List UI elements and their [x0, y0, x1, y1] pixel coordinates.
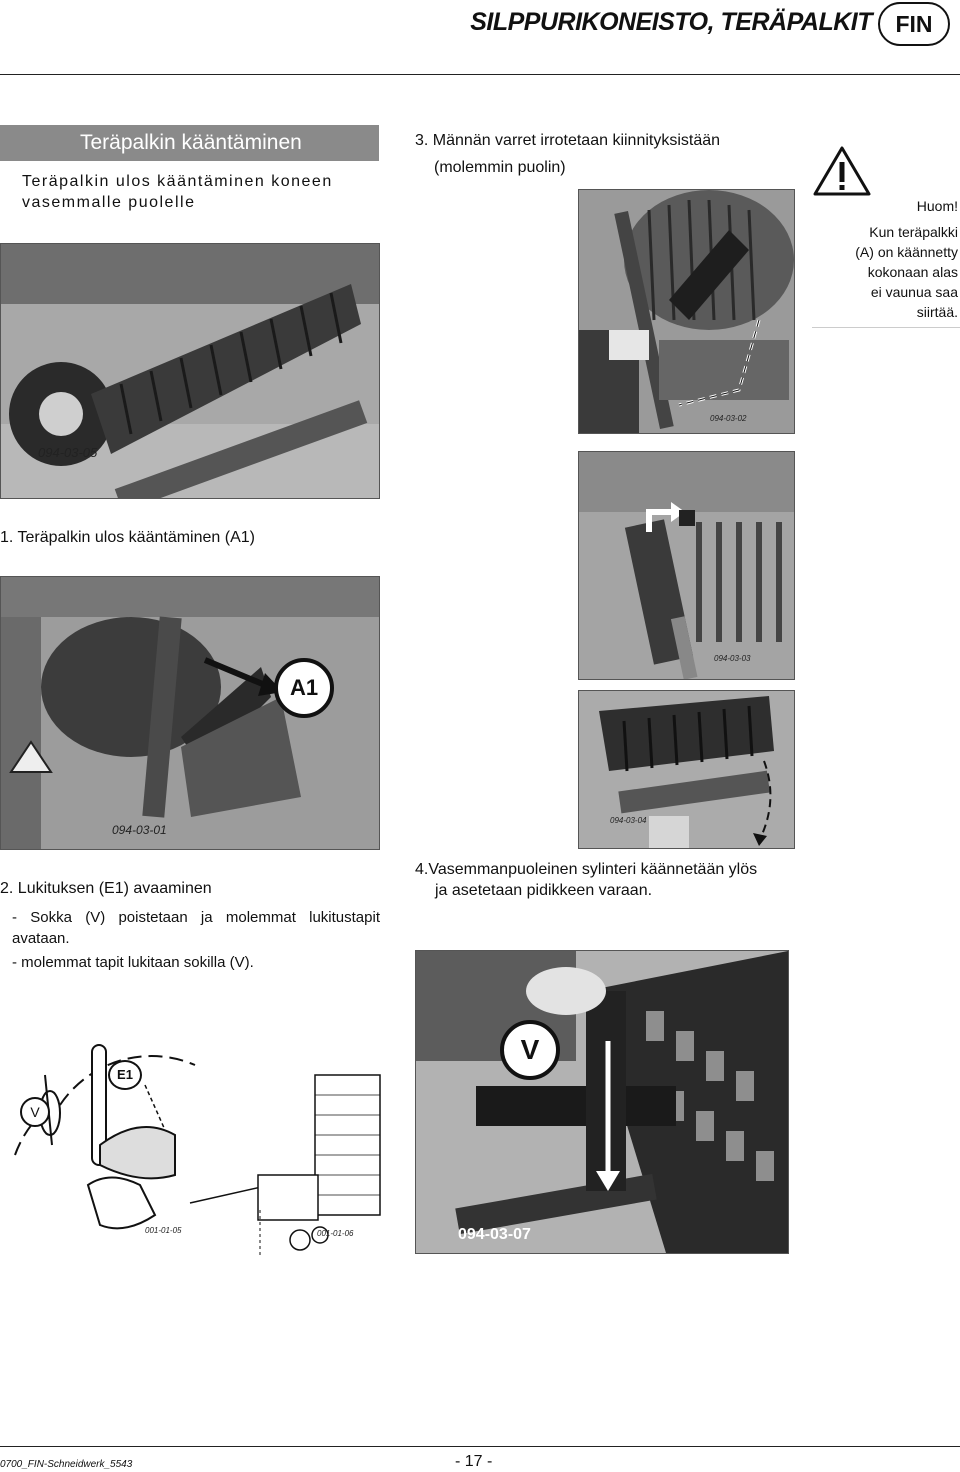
photo-code: 094-03-04 [610, 816, 647, 825]
label-e1-circle: E1 [108, 1060, 142, 1090]
warning-line: siirtää. [916, 304, 958, 320]
photo-code: 094-03-02 [710, 414, 747, 423]
label-v-circle-photo: V [500, 1020, 560, 1080]
document-id: 0700_FIN-Schneidwerk_5543 [0, 1459, 133, 1470]
section-subheading: Teräpalkin ulos kääntäminen koneen vasemmalle puolelle [22, 173, 333, 211]
photo-code: 094-03-03 [714, 654, 751, 663]
warning-line: (A) on käännetty [855, 244, 958, 260]
section-banner: Teräpalkin kääntäminen [0, 125, 379, 161]
warning-line: kokonaan alas [867, 264, 958, 280]
photo-blade-bar-left [0, 243, 380, 499]
photo-cylinder-on-holder [415, 950, 789, 1254]
photo-piston-rod-detach [578, 189, 795, 434]
step2-bullet: - Sokka (V) poistetaan ja molemmat lukitustapit avataan. [12, 909, 380, 947]
label-v-circle: V [20, 1097, 50, 1127]
step4-caption: 4.Vasemmanpuoleinen sylinteri käännetään ylös [415, 861, 758, 878]
warning-line: ei vaunua saa [870, 284, 958, 300]
diagram-code: 001-01-06 [317, 1229, 354, 1238]
warning-line: Kun teräpalkki [869, 224, 958, 240]
header-divider [0, 74, 960, 75]
page-number: - 17 - [455, 1453, 493, 1470]
step4-caption-line2: ja asetetaan pidikkeen varaan. [435, 882, 653, 899]
diagram-lock-pin [0, 1035, 400, 1260]
page-title: SILPPURIKONEISTO, TERÄPALKIT [470, 8, 872, 36]
step3-caption: 3. Männän varret irrotetaan kiinnityksistään [415, 132, 721, 149]
language-badge: FIN [878, 2, 950, 46]
photo-piston-rod-closeup [578, 451, 795, 680]
photo-blade-bar-lowered [578, 690, 795, 849]
warning-title: Huom! [916, 198, 958, 214]
step2-bullet: - molemmat tapit lukitaan sokilla (V). [12, 954, 254, 971]
photo-code: 094-03-01 [112, 823, 167, 837]
photo-code: 094-03-05 [38, 445, 98, 460]
label-a1-circle: A1 [274, 658, 334, 718]
photo-code: 094-03-07 [458, 1226, 531, 1243]
footer-divider [0, 1446, 960, 1447]
step1-caption: 1. Teräpalkin ulos kääntäminen (A1) [0, 529, 255, 546]
diagram-code: 001-01-05 [145, 1226, 182, 1235]
step2-caption: 2. Lukituksen (E1) avaaminen [0, 880, 212, 897]
step3-caption-line2: (molemmin puolin) [434, 159, 566, 176]
warning-icon [812, 145, 872, 197]
